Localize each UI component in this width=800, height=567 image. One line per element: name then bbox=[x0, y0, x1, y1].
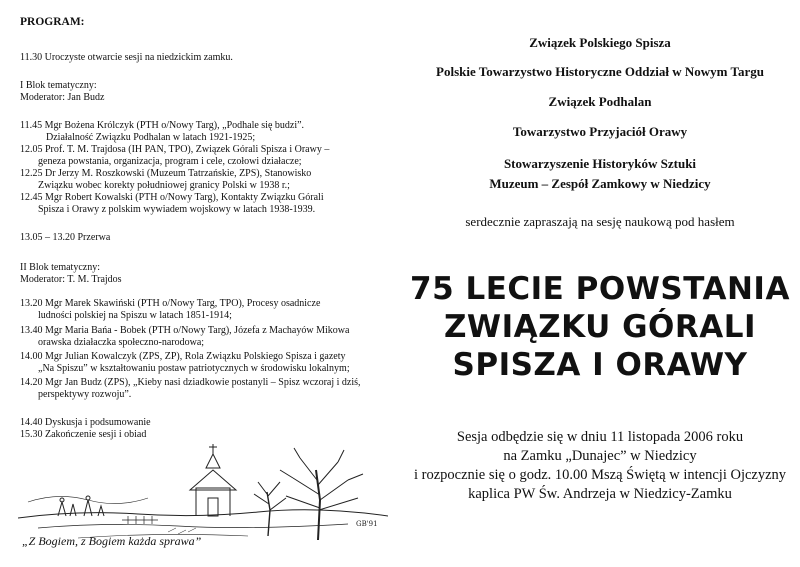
program-item-1225 bbox=[20, 168, 311, 192]
headline-line: ZWIĄZKU GÓRALI bbox=[443, 309, 757, 345]
details-line: i rozpocznie się o godz. 10.00 Mszą Świętą w intencji Ojczyzny bbox=[413, 467, 787, 483]
organizer-line: Muzeum – Zespół Zamkowy w Niedzicy bbox=[489, 176, 711, 191]
program-line: 14.20 Mgr Jan Budz (ZPS), „Kieby nasi dziadkowie postanyli – Spisz wczoraj i dziś, bbox=[20, 377, 361, 388]
organizer-line: Związek Podhalan bbox=[548, 94, 652, 109]
program-line: 12.45 Mgr Robert Kowalski (PTH o/Nowy Targ), Kontakty Związku Górali bbox=[20, 192, 324, 203]
program-line: 13.40 Mgr Maria Bańa - Bobek (PTH o/Nowy Targ), Józefa z Machayów Mikowa bbox=[20, 325, 350, 336]
organizer-line: Związek Polskiego Spisza bbox=[529, 35, 671, 50]
program-block-2-header bbox=[20, 262, 122, 286]
program-item-opening bbox=[20, 52, 233, 64]
program-line: 11.30 Uroczyste otwarcie sesji na niedzickim zamku. bbox=[20, 52, 233, 63]
details-line: na Zamku „Dunajec” w Niedzicy bbox=[503, 448, 697, 464]
program-line: 14.40 Dyskusja i podsumowanie bbox=[20, 417, 151, 428]
program-item-1205 bbox=[20, 144, 329, 168]
program-line: perspektywy rozwoju”. bbox=[38, 389, 132, 400]
program-line: 11.45 Mgr Bożena Królczyk (PTH o/Nowy Targ), „Podhale się budzi”. bbox=[20, 120, 305, 131]
organizer-line: Polskie Towarzystwo Historyczne Oddział w Nowym Targu bbox=[436, 64, 764, 79]
program-line: Działalność Związku Podhalan w latach 1921-1925; bbox=[46, 132, 256, 143]
program-line: „Na Spiszu” w kształtowaniu postaw patriotycznych w środowisku lokalnym; bbox=[38, 363, 350, 374]
program-line: 12.05 Prof. T. M. Trajdosa (IH PAN, TPO), Związek Górali Spisza i Orawy – bbox=[20, 144, 330, 155]
organizer-line: Stowarzyszenie Historyków Sztuki bbox=[503, 156, 697, 171]
program-line: 14.00 Mgr Julian Kowalczyk (ZPS, ZP), Rola Związku Polskiego Spisza i gazety bbox=[20, 351, 346, 362]
motto: „Z Bogiem, z Bogiem każda sprawa” bbox=[22, 534, 202, 548]
program-line: 13.20 Mgr Marek Skawiński (PTH o/Nowy Targ, TPO), Procesy osadnicze bbox=[20, 298, 321, 309]
program-title: PROGRAM: bbox=[20, 16, 85, 28]
program-line: orawska działaczka społeczno-narodowa; bbox=[38, 337, 205, 348]
program-line: Moderator: T. M. Trajdos bbox=[20, 274, 122, 285]
details-line: kaplica PW Św. Andrzeja w Niedzicy-Zamku bbox=[468, 486, 732, 502]
program-line: Związku wobec korekty południowej granicy Polski w 1938 r.; bbox=[38, 180, 290, 191]
invitation-text: serdecznie zapraszają na sesję naukową pod hasłem bbox=[465, 214, 735, 229]
program-item-closing bbox=[20, 417, 151, 441]
program-item-1340 bbox=[20, 325, 349, 349]
sketch-signature: GB'91 bbox=[356, 520, 378, 528]
program-item-break bbox=[20, 232, 110, 244]
details-line: Sesja odbędzie się w dniu 11 listopada 2006 roku bbox=[456, 429, 744, 445]
program-line: Spisza i Orawy z polskim wywiadem wojskowy w latach 1938-1939. bbox=[38, 204, 316, 215]
program-item-1320 bbox=[20, 298, 320, 322]
program-item-1420 bbox=[20, 377, 361, 401]
headline-line: 75 LECIE POWSTANIA bbox=[410, 271, 790, 307]
program-item-1145 bbox=[20, 120, 304, 144]
program-item-1245 bbox=[20, 192, 324, 216]
program-line: 13.05 – 13.20 Przerwa bbox=[20, 232, 111, 243]
program-line: 15.30 Zakończenie sesji i obiad bbox=[20, 429, 147, 440]
program-line: II Blok tematyczny: bbox=[20, 262, 100, 273]
program-line: ludności polskiej na Spiszu w latach 1851-1914; bbox=[38, 310, 232, 321]
headline-line: SPISZA I ORAWY bbox=[452, 347, 748, 383]
program-block-1-header bbox=[20, 80, 104, 104]
organizer-line: Towarzystwo Przyjaciół Orawy bbox=[512, 124, 688, 139]
program-line: geneza powstania, organizacja, program i cele, czołowi działacze; bbox=[38, 156, 302, 167]
program-item-1400 bbox=[20, 351, 350, 375]
program-line: I Blok tematyczny: bbox=[20, 80, 97, 91]
program-line: 12.25 Dr Jerzy M. Roszkowski (Muzeum Tatrzańskie, ZPS), Stanowisko bbox=[20, 168, 312, 179]
program-line: Moderator: Jan Budz bbox=[20, 92, 105, 103]
